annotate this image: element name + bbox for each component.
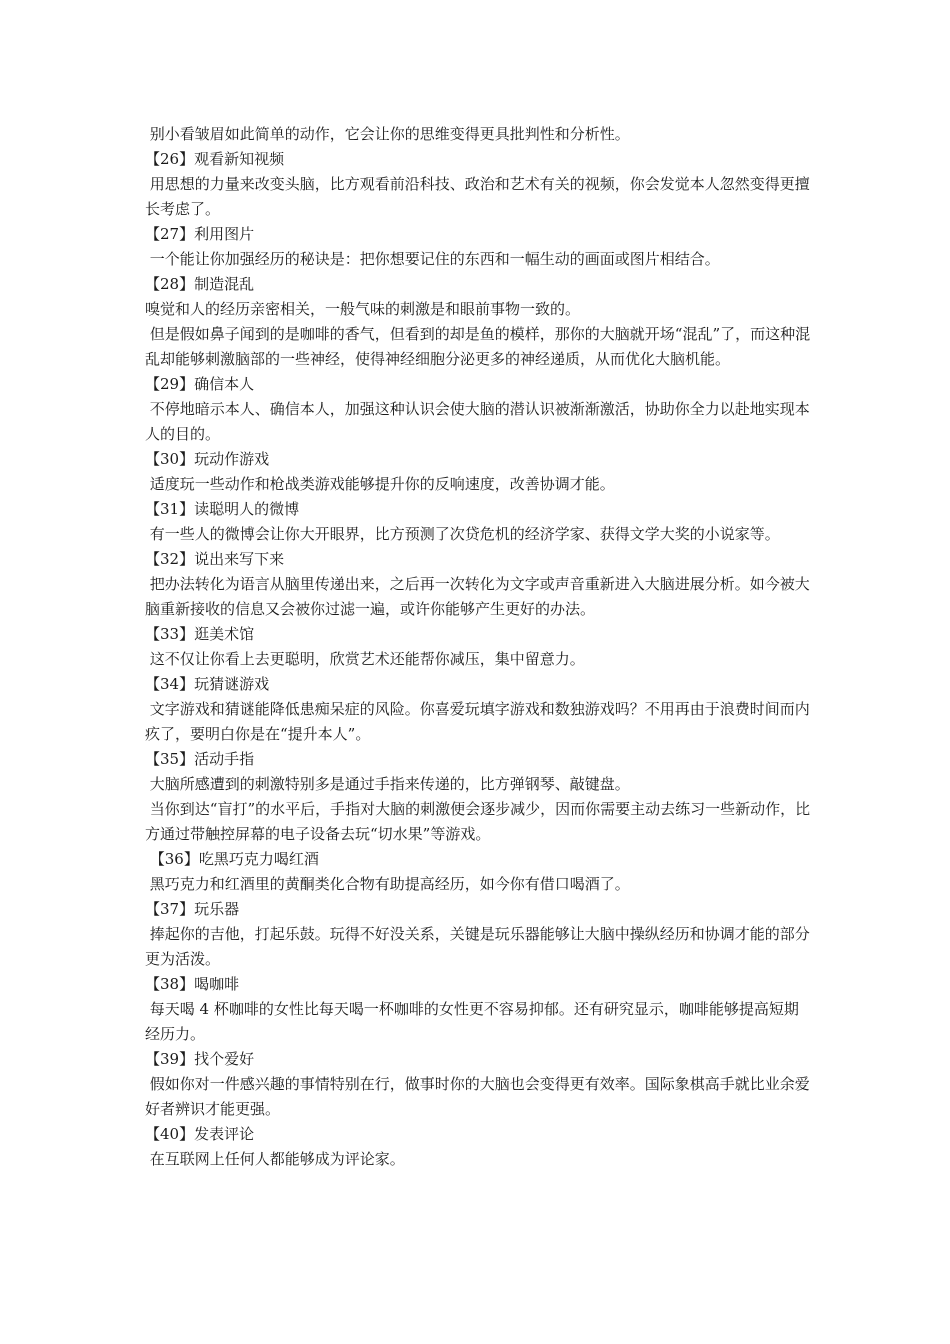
section-heading: 【35】活动手指 xyxy=(145,750,255,768)
paragraph: 假如你对一件感兴趣的事情特别在行，做事时你的大脑也会变得更有效率。国际象棋高手就比业余爱好者辨识才能更强。 xyxy=(145,1075,810,1118)
section-heading: 【30】玩动作游戏 xyxy=(145,450,270,468)
paragraph: 有一些人的微博会让你大开眼界，比方预测了次贷危机的经济学家、获得文学大奖的小说家等。 xyxy=(145,525,780,543)
paragraph: 嗅觉和人的经历亲密相关，一般气味的刺激是和眼前事物一致的。 xyxy=(145,300,581,318)
section-heading: 【36】吃黑巧克力喝红酒 xyxy=(145,850,319,868)
document-body xyxy=(145,122,813,1172)
section-heading: 【27】利用图片 xyxy=(145,225,255,243)
section-heading: 【32】说出来写下来 xyxy=(145,550,285,568)
section-heading: 【33】逛美术馆 xyxy=(145,625,255,643)
section-heading: 【28】制造混乱 xyxy=(145,275,255,293)
section-heading: 【31】读聪明人的微博 xyxy=(145,500,300,518)
paragraph: 适度玩一些动作和枪战类游戏能够提升你的反响速度，改善协调才能。 xyxy=(145,475,615,493)
paragraph: 文字游戏和猜谜能降低患痴呆症的风险。你喜爱玩填字游戏和数独游戏吗？不用再由于浪费时间而内疚了，要明白你是在“提升本人”。 xyxy=(145,700,810,743)
paragraph: 用思想的力量来改变头脑，比方观看前沿科技、政治和艺术有关的视频，你会发觉本人忽然变得更擅长考虑了。 xyxy=(145,175,810,218)
section-heading: 【38】喝咖啡 xyxy=(145,975,240,993)
paragraph: 别小看皱眉如此简单的动作，它会让你的思维变得更具批判性和分析性。 xyxy=(145,125,630,143)
paragraph: 每天喝 4 杯咖啡的女性比每天喝一杯咖啡的女性更不容易抑郁。还有研究显示，咖啡能够提高短期经历力。 xyxy=(145,1000,799,1043)
section-heading: 【34】玩猜谜游戏 xyxy=(145,675,270,693)
section-heading: 【40】发表评论 xyxy=(145,1125,255,1143)
paragraph: 把办法转化为语言从脑里传递出来，之后再一次转化为文字或声音重新进入大脑进展分析。如今被大脑重新接收的信息又会被你过滤一遍，或许你能够产生更好的办法。 xyxy=(145,575,810,618)
section-heading: 【26】观看新知视频 xyxy=(145,150,285,168)
paragraph: 但是假如鼻子闻到的是咖啡的香气，但看到的却是鱼的模样，那你的大脑就开场“混乱”了，而这种混乱却能够刺激脑部的一些神经，使得神经细胞分泌更多的神经递质，从而优化大脑机能。 xyxy=(145,325,811,368)
paragraph: 大脑所感遭到的刺激特别多是通过手指来传递的，比方弹钢琴、敲键盘。 xyxy=(145,775,630,793)
section-heading: 【39】找个爱好 xyxy=(145,1050,255,1068)
paragraph: 这不仅让你看上去更聪明，欣赏艺术还能帮你减压，集中留意力。 xyxy=(145,650,585,668)
paragraph: 当你到达“盲打”的水平后，手指对大脑的刺激便会逐步减少，因而你需要主动去练习一些新动作，比方通过带触控屏幕的电子设备去玩“切水果”等游戏。 xyxy=(145,800,811,843)
paragraph: 捧起你的吉他，打起乐鼓。玩得不好没关系，关键是玩乐器能够让大脑中操纵经历和协调才能的部分更为活泼。 xyxy=(145,925,810,968)
section-heading: 【29】确信本人 xyxy=(145,375,255,393)
paragraph: 在互联网上任何人都能够成为评论家。 xyxy=(145,1150,405,1168)
paragraph: 黑巧克力和红酒里的黄酮类化合物有助提高经历，如今你有借口喝酒了。 xyxy=(145,875,630,893)
section-heading: 【37】玩乐器 xyxy=(145,900,240,918)
paragraph: 一个能让你加强经历的秘诀是：把你想要记住的东西和一幅生动的画面或图片相结合。 xyxy=(145,250,720,268)
paragraph: 不停地暗示本人、确信本人，加强这种认识会使大脑的潜认识被渐渐激活，协助你全力以赴地实现本人的目的。 xyxy=(145,400,810,443)
